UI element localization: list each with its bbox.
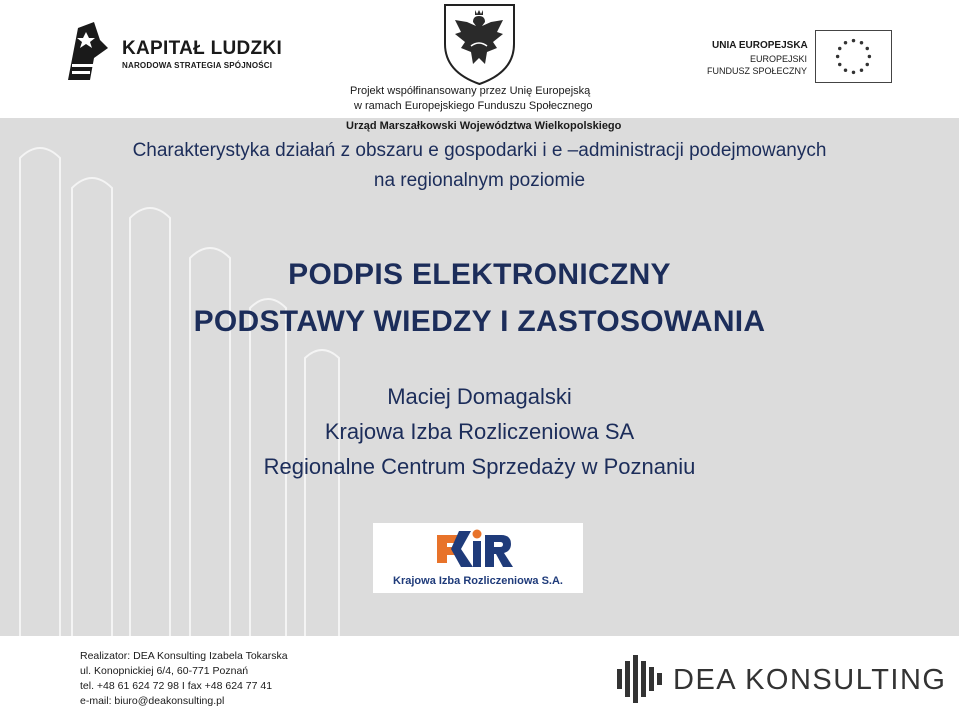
author-center: Regionalne Centrum Sprzedaży w Poznaniu [263, 454, 696, 479]
project-cofinanced-line: Projekt współfinansowany przez Unię Europejską [350, 85, 591, 97]
eu-label-line2: EUROPEJSKI [749, 54, 807, 64]
kir-caption: Krajowa Izba Rozliczeniowa S.A. [393, 575, 563, 587]
author-organization: Krajowa Izba Rozliczeniowa SA [324, 419, 635, 444]
footer-email: e-mail: biuro@deakonsulting.pl [80, 695, 225, 707]
dea-bars-icon [615, 655, 665, 703]
footer-realizator: Realizator: DEA Konsulting Izabela Tokarska [80, 650, 288, 662]
main-heading-line2: PODSTAWY WIEDZY I ZASTOSOWANIA [193, 305, 766, 338]
main-heading-line1: PODPIS ELEKTRONICZNY [288, 258, 671, 291]
footer-phone-fax: tel. +48 61 624 72 98 I fax +48 624 77 41 [80, 680, 273, 692]
slide-title-line1: Charakterystyka działań z obszaru e gospodarki i e –administracji podejmowanych [132, 140, 827, 161]
author-name: Maciej Domagalski [387, 384, 572, 409]
wielkopolska-eagle-crest-icon [441, 2, 518, 86]
footer-address: ul. Konopnickiej 6/4, 60-771 Poznań [80, 665, 249, 677]
kapital-ludzki-title: KAPITAŁ LUDZKI [122, 38, 283, 59]
kapital-ludzki-logo-icon [64, 18, 112, 84]
eu-flag-icon [815, 30, 892, 83]
project-fund-line: w ramach Europejskiego Funduszu Społecznego [354, 100, 593, 112]
dea-konsulting-logo-text: DEA KONSULTING [673, 664, 947, 696]
urzad-marszalkowski-line: Urząd Marszałkowski Województwa Wielkopolskiego [346, 120, 622, 132]
eu-label-line1: UNIA EUROPEJSKA [712, 40, 808, 51]
kir-logo-icon [437, 527, 517, 571]
kapital-ludzki-subtitle: NARODOWA STRATEGIA SPÓJNOŚCI [122, 61, 273, 70]
eu-label-line3: FUNDUSZ SPOŁECZNY [706, 66, 807, 76]
slide-title-line2: na regionalnym poziomie [373, 170, 586, 191]
